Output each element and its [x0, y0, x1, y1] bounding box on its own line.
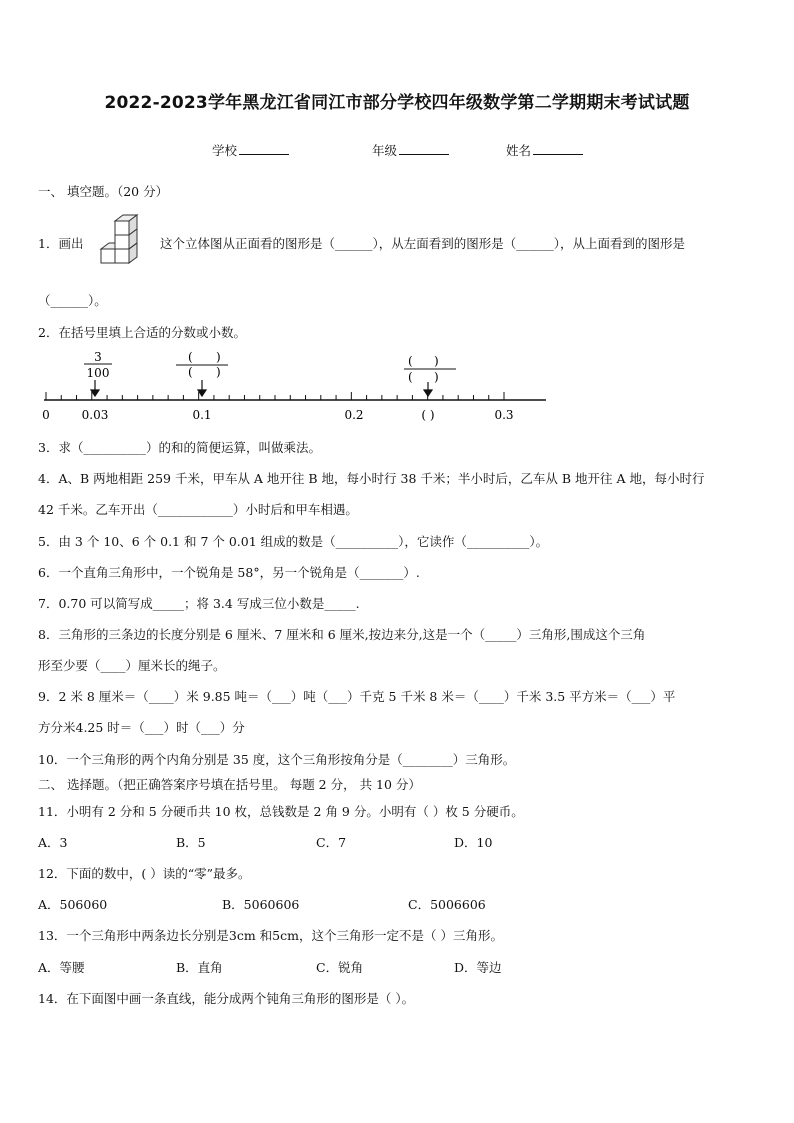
- q9-line1: 9．2 米 8 厘米＝（____）米 9.85 吨＝（___）吨（___）千克 5 千米 8 米＝（____）千米 3.5 平方米＝（___）平: [38, 689, 676, 704]
- blank-frac2-top-open: (: [408, 354, 413, 368]
- tick-label-blank[interactable]: ( ): [421, 408, 435, 422]
- q12-stem: 12．下面的数中，( ）读的“零”最多。: [38, 866, 251, 881]
- grade-field[interactable]: [372, 141, 449, 159]
- school-label: 学校: [212, 143, 238, 158]
- fraction-denominator: 100: [86, 366, 110, 380]
- q11-option-b[interactable]: B．5: [176, 835, 206, 850]
- tick-label-0.03: 0.03: [81, 408, 109, 422]
- q11-option-a[interactable]: A．3: [38, 835, 68, 850]
- blank-frac1-bottom-close: ): [216, 365, 221, 379]
- q10-text: 10．一个三角形的两个内角分别是 35 度，这个三角形按角分是（________）三角形。: [38, 752, 516, 767]
- q4-line1: 4．A、B 两地相距 259 千米，甲车从 A 地开往 B 地，每小时行 38 千米；半小时后，乙车从 B 地开往 A 地，每小时行: [38, 471, 705, 486]
- q12-option-b[interactable]: B．5060606: [222, 897, 300, 912]
- q12-option-c[interactable]: C．5006606: [408, 897, 486, 912]
- tick-label-0.2: 0.2: [344, 408, 364, 422]
- blank-frac1-top-open: (: [188, 350, 193, 364]
- q1-text: 这个立体图从正面看的图形是（______），从左面看到的图形是（______），从上面看到的图形是: [160, 236, 686, 251]
- q13-option-b[interactable]: B．直角: [176, 960, 223, 975]
- blank-frac1-top-close: ): [216, 350, 221, 364]
- q14-text: 14．在下面图中画一条直线，能分成两个钝角三角形的图形是（ ）。: [38, 991, 415, 1006]
- name-label: 姓名: [506, 143, 532, 158]
- q9-line2: 方分米4.25 时＝（___）时（___）分: [38, 720, 245, 735]
- section2-heading: 二、 选择题。（把正确答案序号填在括号里。 每题 2 分， 共 10 分）: [38, 777, 421, 792]
- q11-stem: 11．小明有 2 分和 5 分硬币共 10 枚，总钱数是 2 角 9 分。小明有（ ）枚 5 分硬币。: [38, 804, 524, 819]
- tick-label-0: 0: [42, 408, 50, 422]
- q8-line1: 8．三角形的三条边的长度分别是 6 厘米、7 厘米和 6 厘米,按边来分,这是一个（_____）三角形,围成这个三角: [38, 627, 646, 642]
- q13-option-d[interactable]: D．等边: [454, 960, 502, 975]
- school-field[interactable]: [212, 141, 289, 159]
- blank-frac2-bottom-close: ): [434, 370, 439, 384]
- q11-option-d[interactable]: D．10: [454, 835, 493, 850]
- fraction-numerator: 3: [94, 350, 102, 364]
- cube-figure: [97, 213, 145, 273]
- q3-text: 3．求（__________）的和的简便运算，叫做乘法。: [38, 440, 321, 455]
- q11-option-c[interactable]: C．7: [316, 835, 347, 850]
- grade-label: 年级: [372, 143, 398, 158]
- name-blank[interactable]: [533, 142, 583, 155]
- q1-cont: （______）。: [38, 293, 107, 308]
- tick-label-0.1: 0.1: [192, 408, 212, 422]
- q12-option-a[interactable]: A．506060: [38, 897, 108, 912]
- number-line: [38, 350, 553, 424]
- blank-frac2-bottom-open: (: [408, 370, 413, 384]
- q4-line2: 42 千米。乙车开出（____________）小时后和甲车相遇。: [38, 502, 358, 517]
- q5-text: 5．由 3 个 10、6 个 0.1 和 7 个 0.01 组成的数是（__________），它读作（__________）。: [38, 534, 549, 549]
- q2-text: 2．在括号里填上合适的分数或小数。: [38, 325, 246, 340]
- blank-frac2-top-close: ): [434, 354, 439, 368]
- page-title: 2022-2023学年黑龙江省同江市部分学校四年级数学第二学期期末考试试题: [104, 93, 690, 113]
- q1-prefix: 1．画出: [38, 236, 84, 251]
- q6-text: 6．一个直角三角形中，一个锐角是 58°，另一个锐角是（_______）.: [38, 565, 420, 580]
- q13-option-c[interactable]: C．锐角: [316, 960, 364, 975]
- blank-frac1-bottom-open: (: [188, 365, 193, 379]
- name-field[interactable]: [506, 141, 583, 159]
- q13-option-a[interactable]: A．等腰: [38, 960, 85, 975]
- section1-heading: 一、 填空题。（20 分）: [38, 184, 169, 199]
- school-blank[interactable]: [239, 142, 289, 155]
- tick-label-0.3: 0.3: [494, 408, 514, 422]
- grade-blank[interactable]: [399, 142, 449, 155]
- q7-text: 7．0.70 可以简写成_____；将 3.4 写成三位小数是_____.: [38, 596, 360, 611]
- q13-stem: 13．一个三角形中两条边长分别是3cm 和5cm，这个三角形一定不是（ ）三角形。: [38, 928, 503, 943]
- q8-line2: 形至少要（____）厘米长的绳子。: [38, 658, 226, 673]
